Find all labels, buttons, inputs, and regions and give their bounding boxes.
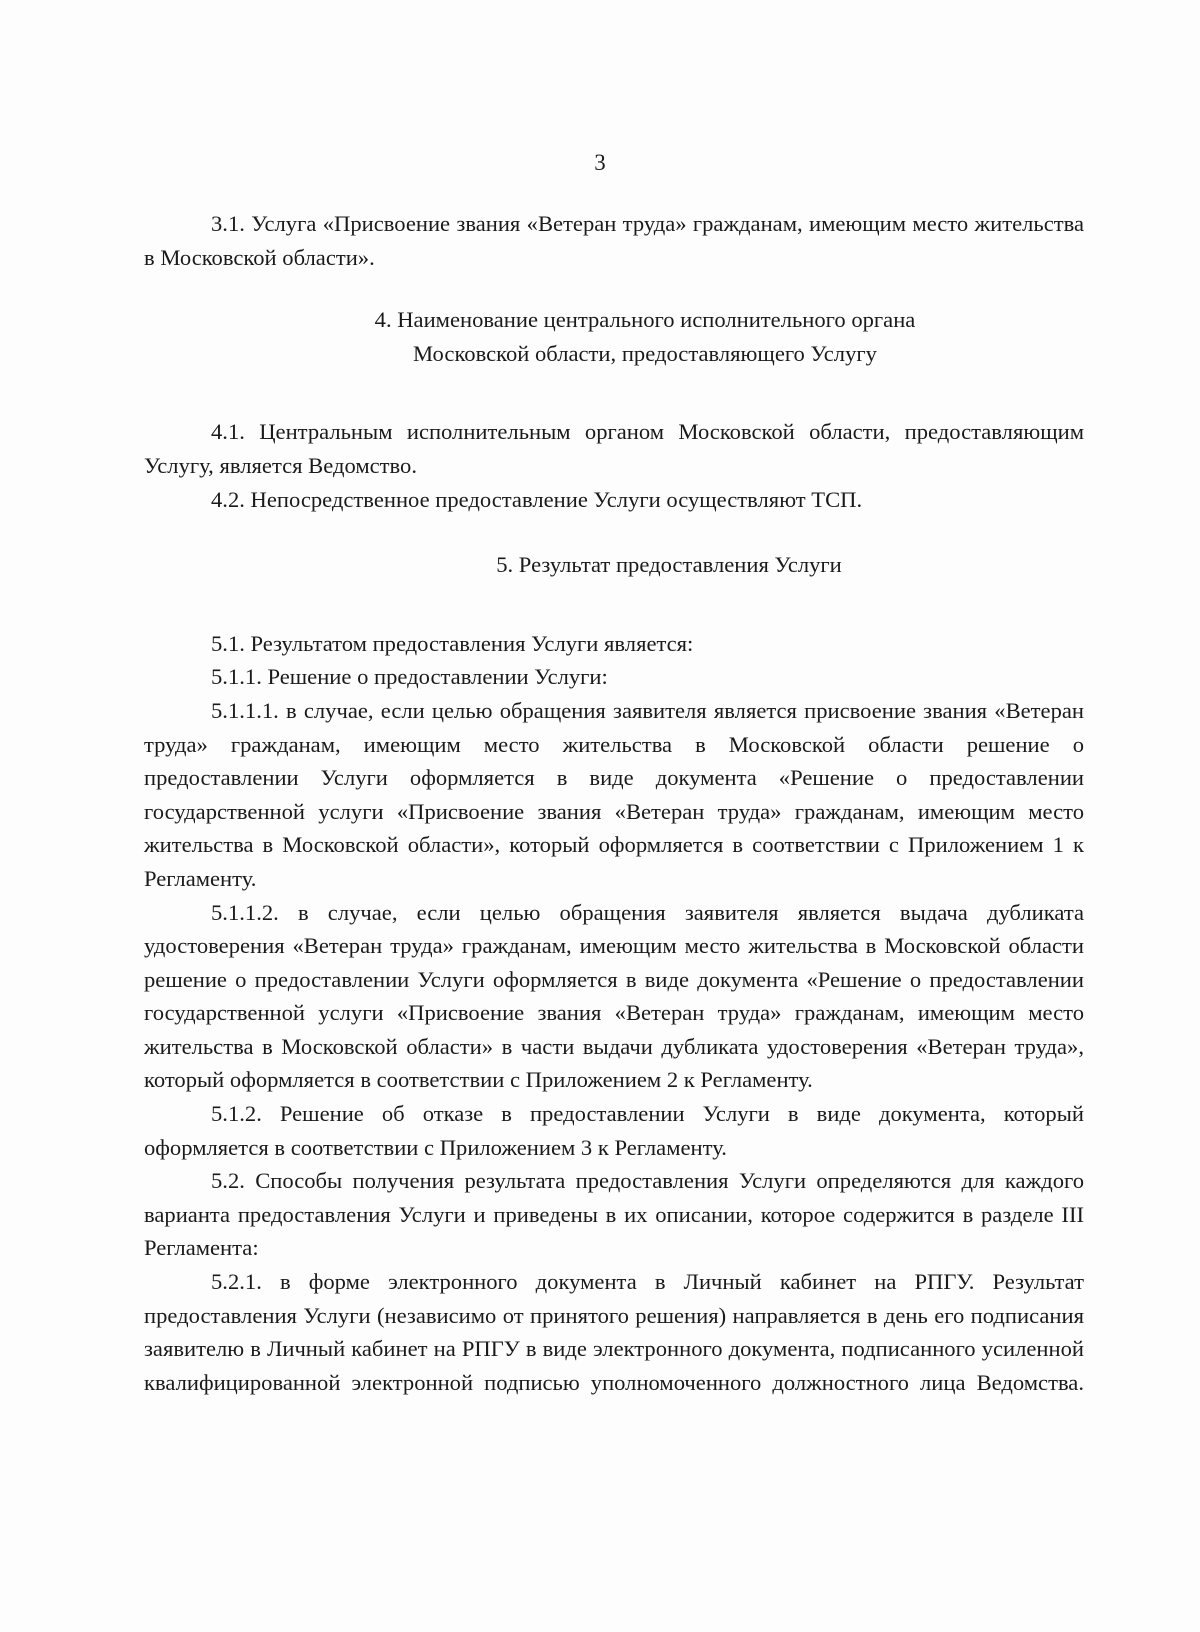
- paragraph-5-1-2: 5.1.2. Решение об отказе в предоставлении Услуги в виде документа, который оформляется в соответствии с Приложением 3 к Регламенту.: [144, 1101, 1084, 1160]
- paragraph-4-1: 4.1. Центральным исполнительным органом Московской области, предоставляющим Услугу, является Ведомство.: [144, 419, 1084, 478]
- section-4-heading-line1: 4. Наименование центрального исполнительного органа: [374, 307, 916, 333]
- paragraph-5-1-1: 5.1.1. Решение о предоставлении Услуги:: [211, 664, 608, 690]
- paragraph-5-1-1-2: 5.1.1.2. в случае, если целью обращения заявителя является выдача дубликата удостоверения «Ветеран труда» гражданам, имеющим место жительства в Московской области решение о предоставлении Услуги оформляется в виде документа «Решение о предоставлении государственной услуги «Присвоение звания «Ветеран труда» гражданам, имеющим место жительства в Московской области» в части выдачи дубликата удостоверения «Ветеран труда», который оформляется в соответствии с Приложением 2 к Регламенту.: [144, 899, 1084, 1093]
- section-4-heading-line2: Московской области, предоставляющего Услугу: [413, 340, 877, 366]
- paragraph-4-2: 4.2. Непосредственное предоставление Услуги осуществляют ТСП.: [211, 486, 863, 512]
- paragraph-3-1: 3.1. Услуга «Присвоение звания «Ветеран труда» гражданам, имеющим место жительства в Московской области».: [144, 211, 1084, 270]
- page-number: 3: [594, 150, 606, 175]
- section-5-heading: 5. Результат предоставления Услуги: [496, 552, 842, 578]
- section-4-heading: [144, 303, 1084, 370]
- document-body: [144, 207, 1084, 1399]
- paragraph-5-2-1: 5.2.1. в форме электронного документа в Личный кабинет на РПГУ. Результат предоставления Услуги (независимо от принятого решения) направляется в день его подписания заявителю в Личный кабинет на РПГУ в виде электронного документа, подписанного усиленной квалифицированной электронной подписью уполномоченного должностного лица Ведомства.: [144, 1269, 1084, 1395]
- paragraph-5-1-1-1: 5.1.1.1. в случае, если целью обращения заявителя является присвоение звания «Ветеран труда» гражданам, имеющим место жительства в Московской области решение о предоставлении Услуги оформляется в виде документа «Решение о предоставлении государственной услуги «Присвоение звания «Ветеран труда» гражданам, имеющим место жительства в Московской области», который оформляется в соответствии с Приложением 1 к Регламенту.: [144, 697, 1084, 891]
- paragraph-5-1: 5.1. Результатом предоставления Услуги является:: [211, 630, 694, 656]
- paragraph-5-2: 5.2. Способы получения результата предоставления Услуги определяются для каждого варианта предоставления Услуги и приведены в их описании, которое содержится в разделе III Регламента:: [144, 1168, 1084, 1261]
